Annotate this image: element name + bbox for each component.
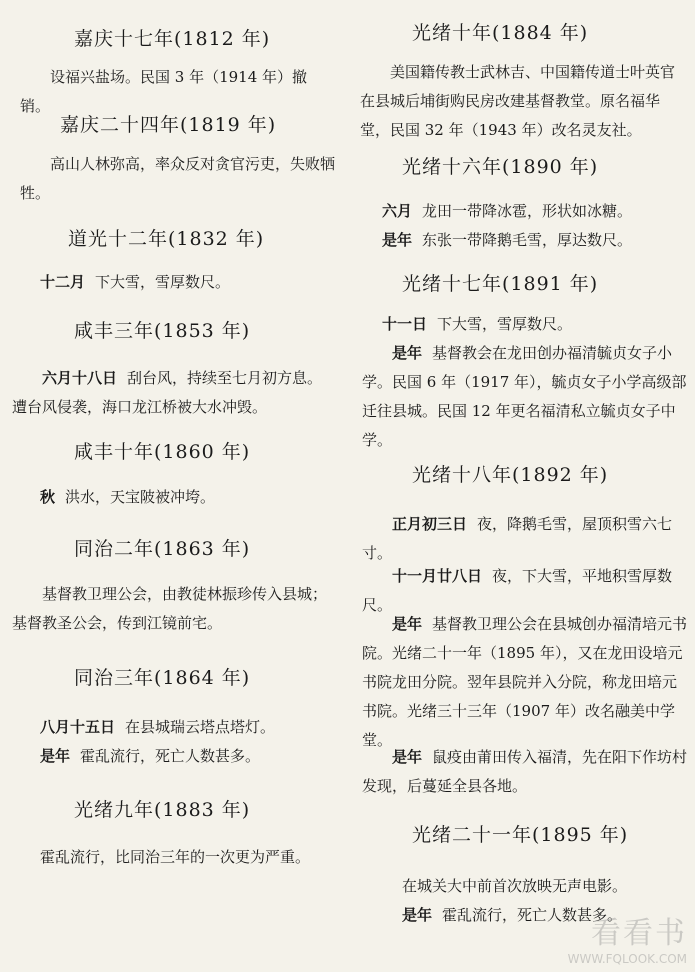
entry-date: 八月十五日 xyxy=(40,718,116,736)
entry-date: 是年 xyxy=(392,615,423,633)
entry-text xyxy=(40,742,340,771)
entry-date: 十一日 xyxy=(382,315,428,333)
entry-text xyxy=(40,713,340,742)
year-heading: 光绪十七年(1891 年) xyxy=(402,273,599,295)
year-heading: 同治三年(1864 年) xyxy=(74,667,251,689)
entry-body: 设福兴盐场。民国 3 年（1914 年）撤销。 xyxy=(20,68,308,115)
entry-body: 基督教会在龙田创办福清毓贞女子小学。民国 6 年（1917 年），毓贞女子小学高级部迁往县城。民国 12 年更名福清私立毓贞女子中学。 xyxy=(362,344,687,449)
year-heading: 嘉庆二十四年(1819 年) xyxy=(60,114,277,136)
entry-text xyxy=(40,843,340,872)
entry-date: 十一月廿八日 xyxy=(392,567,483,585)
year-heading: 光绪九年(1883 年) xyxy=(74,799,251,821)
entry-text xyxy=(382,310,692,339)
entry-text xyxy=(12,364,337,422)
entry-body: 下大雪，雪厚数尺。 xyxy=(437,315,573,333)
watermark xyxy=(568,908,687,966)
entry-date: 正月初三日 xyxy=(392,515,468,533)
entry-body: 东张一带降鹅毛雪，厚达数尺。 xyxy=(422,231,633,249)
entry-body: 在城关大中前首次放映无声电影。 xyxy=(402,877,628,895)
entry-text xyxy=(382,226,692,255)
year-heading: 光绪十八年(1892 年) xyxy=(412,464,609,486)
entry-date: 是年 xyxy=(382,231,413,249)
entry-date: 十二月 xyxy=(40,273,86,291)
entry-body: 鼠疫由莆田传入福清，先在阳下作坊村发现，后蔓延全县各地。 xyxy=(362,748,688,795)
year-heading: 光绪十年(1884 年) xyxy=(412,22,589,44)
entry-date: 秋 xyxy=(40,488,56,506)
year-heading: 光绪二十一年(1895 年) xyxy=(412,824,629,846)
entry-body: 高山人林弥高，率众反对贪官污吏，失败牺牲。 xyxy=(20,155,336,202)
year-heading: 咸丰十年(1860 年) xyxy=(74,441,251,463)
year-heading: 同治二年(1863 年) xyxy=(74,538,251,560)
entry-body: 霍乱流行，死亡人数甚多。 xyxy=(442,906,623,924)
watermark-sub: WWW.FQLOOK.COM xyxy=(567,952,687,966)
entry-date: 是年 xyxy=(402,906,433,924)
entry-body: 刮台风，持续至七月初方息。遭台风侵袭，海口龙江桥被大水冲毁。 xyxy=(12,369,323,416)
entry-date: 六月 xyxy=(382,202,413,220)
entry-date: 是年 xyxy=(392,344,423,362)
year-heading: 嘉庆十七年(1812 年) xyxy=(74,28,271,50)
entry-text xyxy=(40,268,340,297)
entry-text xyxy=(362,510,688,568)
entry-body: 夜，下大雪，平地积雪厚数尺。 xyxy=(362,567,673,614)
entry-body: 在县城瑞云塔点塔灯。 xyxy=(125,718,276,736)
entry-date: 是年 xyxy=(392,748,423,766)
entry-body: 基督教卫理公会，由教徒林振珍传入县城；基督教圣公会，传到江镜前宅。 xyxy=(12,585,328,632)
entry-body: 基督教卫理公会在县城创办福清培元书院。光绪二十一年（1895 年），又在龙田设培元书院龙田分院。翌年县院并入分院，称龙田培元书院。光绪三十三年（1907 年）改名融美中学堂。 xyxy=(362,615,688,749)
entry-text xyxy=(12,580,337,638)
entry-text xyxy=(362,743,688,801)
entry-text xyxy=(20,150,336,208)
entry-date: 是年 xyxy=(40,747,71,765)
entry-text xyxy=(362,339,688,455)
entry-body: 美国籍传教士武林吉、中国籍传道士叶英官在县城后埔街购民房改建基督教堂。原名福华堂，民国 32 年（1943 年）改名灵友社。 xyxy=(360,63,676,139)
entry-text xyxy=(382,197,692,226)
entry-text xyxy=(372,872,688,901)
year-heading: 光绪十六年(1890 年) xyxy=(402,156,599,178)
entry-text xyxy=(40,483,340,512)
entry-date: 六月十八日 xyxy=(42,369,118,387)
entry-body: 霍乱流行，比同治三年的一次更为严重。 xyxy=(40,848,311,866)
entry-body: 洪水，天宝陂被冲垮。 xyxy=(65,488,216,506)
entry-body: 夜，降鹅毛雪，屋顶积雪六七寸。 xyxy=(362,515,673,562)
watermark-main: 看看书 xyxy=(591,916,687,951)
year-heading: 咸丰三年(1853 年) xyxy=(74,320,251,342)
entry-body: 霍乱流行，死亡人数甚多。 xyxy=(80,747,261,765)
entry-body: 下大雪，雪厚数尺。 xyxy=(95,273,231,291)
entry-body: 龙田一带降冰雹，形状如冰糖。 xyxy=(422,202,633,220)
entry-text xyxy=(362,610,688,755)
entry-text xyxy=(360,58,680,145)
year-heading: 道光十二年(1832 年) xyxy=(68,228,265,250)
